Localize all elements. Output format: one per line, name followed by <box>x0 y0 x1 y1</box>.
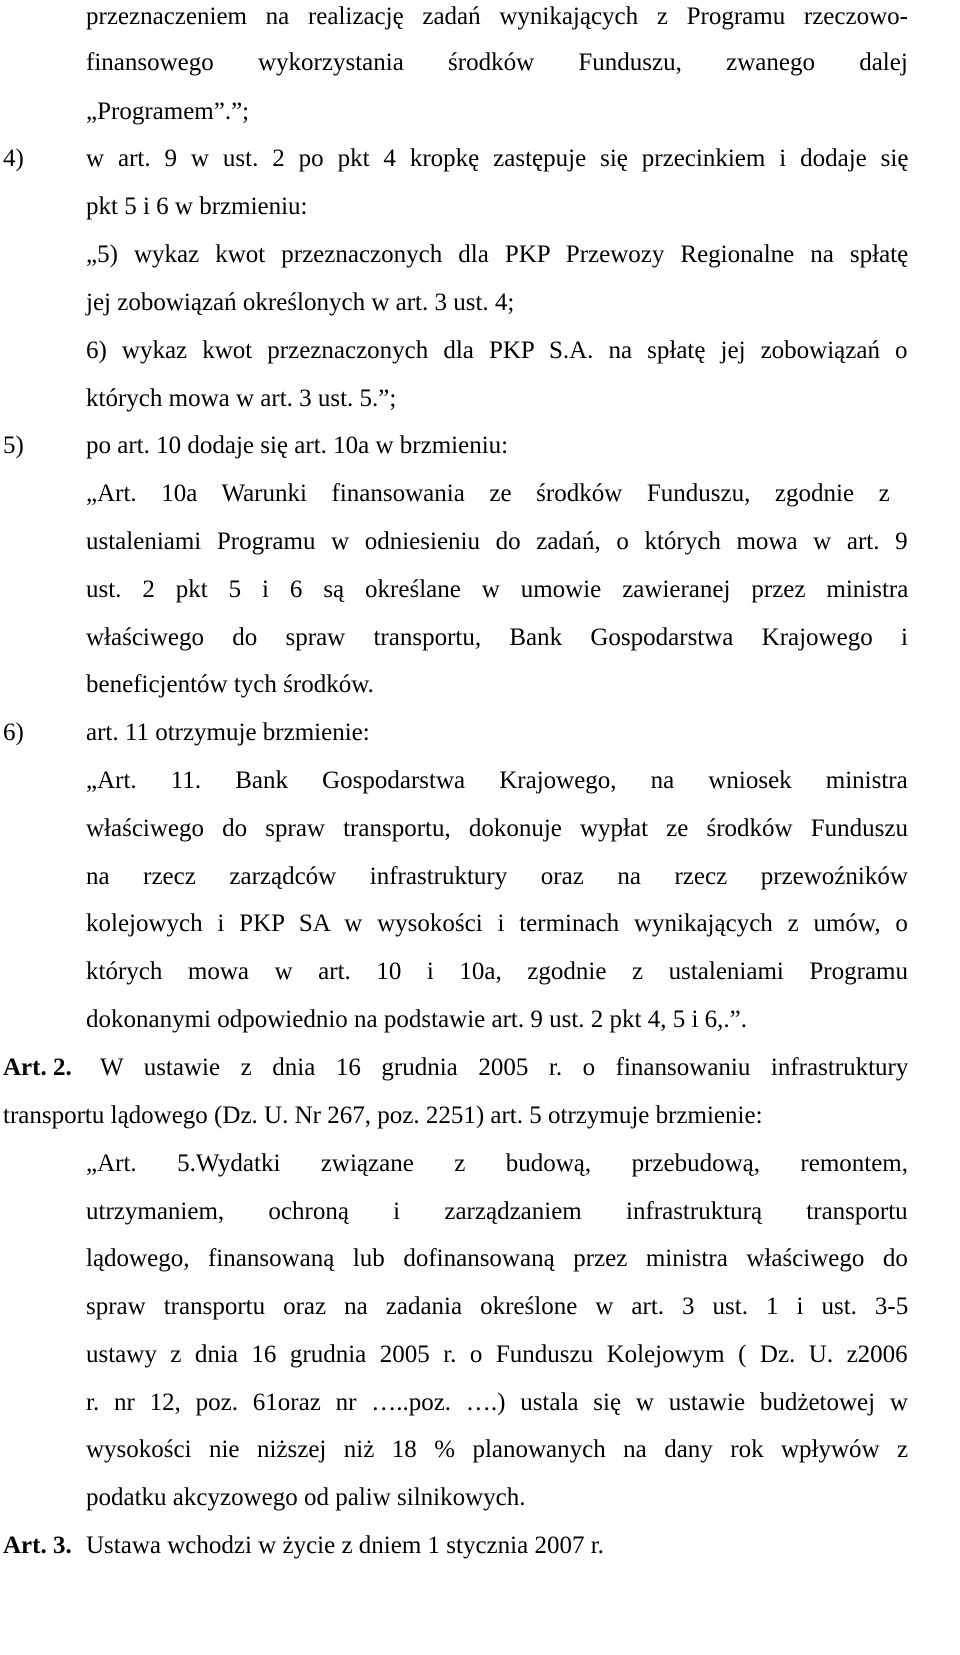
text-line: na rzecz zarządców infrastruktury oraz na rzecz przewoźników <box>86 863 908 890</box>
text-line: art. 11 otrzymuje brzmienie: <box>86 719 370 746</box>
text-line: W ustawie z dnia 16 grudnia 2005 r. o finansowaniu infrastruktury <box>100 1054 909 1081</box>
text-line: r. nr 12, poz. 61oraz nr …..poz. ….) ustala się w ustawie budżetowej w <box>86 1389 908 1416</box>
text-line: pkt 5 i 6 w brzmieniu: <box>86 193 308 220</box>
text-line: beneficjentów tych środków. <box>86 671 374 698</box>
text-line: „Art. 10a Warunki finansowania ze środków Funduszu, zgodnie z <box>86 480 890 507</box>
text-line: „Programem”.”; <box>86 98 250 125</box>
text-line: których mowa w art. 10 i 10a, zgodnie z ustaleniami Programu <box>86 958 909 985</box>
article-heading: Art. 3. <box>3 1532 72 1559</box>
list-marker: 4) <box>3 145 24 172</box>
text-line: ust. 2 pkt 5 i 6 są określane w umowie zawieranej przez ministra <box>86 576 909 603</box>
text-line: lądowego, finansowaną lub dofinansowaną przez ministra właściwego do <box>86 1245 908 1272</box>
text-line: „Art. 11. Bank Gospodarstwa Krajowego, na wniosek ministra <box>86 767 908 794</box>
text-line: podatku akcyzowego od paliw silnikowych. <box>86 1484 526 1511</box>
text-line: spraw transportu oraz na zadania określone w art. 3 ust. 1 i ust. 3-5 <box>86 1293 909 1320</box>
text-line: właściwego do spraw transportu, Bank Gospodarstwa Krajowego i <box>86 624 908 651</box>
article-heading: Art. 2. <box>3 1054 72 1081</box>
text-line: kolejowych i PKP SA w wysokości i terminach wynikających z umów, o <box>86 910 908 937</box>
text-line: 6) wykaz kwot przeznaczonych dla PKP S.A. na spłatę jej zobowiązań o <box>86 337 908 364</box>
text-line: po art. 10 dodaje się art. 10a w brzmieniu: <box>86 432 509 459</box>
text-line: finansowego wykorzystania środków Funduszu, zwanego dalej <box>86 49 908 76</box>
text-line: transportu lądowego (Dz. U. Nr 267, poz. 2251) art. 5 otrzymuje brzmienie: <box>3 1102 763 1129</box>
text-line: których mowa w art. 3 ust. 5.”; <box>86 385 397 412</box>
text-line: „Art. 5.Wydatki związane z budową, przebudową, remontem, <box>86 1150 909 1177</box>
text-line: Ustawa wchodzi w życie z dniem 1 stycznia 2007 r. <box>86 1532 604 1559</box>
list-marker: 6) <box>3 719 24 746</box>
text-line: utrzymaniem, ochroną i zarządzaniem infrastrukturą transportu <box>86 1198 908 1225</box>
text-line: dokonanymi odpowiednio na podstawie art. 9 ust. 2 pkt 4, 5 i 6,.”. <box>86 1006 748 1033</box>
text-line: wysokości nie niższej niż 18 % planowanych na dany rok wpływów z <box>86 1436 909 1463</box>
text-line: „5) wykaz kwot przeznaczonych dla PKP Przewozy Regionalne na spłatę <box>86 241 909 268</box>
text-line: właściwego do spraw transportu, dokonuje wypłat ze środków Funduszu <box>86 815 908 842</box>
text-line: jej zobowiązań określonych w art. 3 ust. 4; <box>86 289 515 316</box>
text-line: przeznaczeniem na realizację zadań wynikających z Programu rzeczowo- <box>86 3 908 30</box>
text-line: w art. 9 w ust. 2 po pkt 4 kropkę zastępuje się przecinkiem i dodaje się <box>86 145 909 172</box>
text-line: ustaleniami Programu w odniesieniu do zadań, o których mowa w art. 9 <box>86 528 908 555</box>
text-line: ustawy z dnia 16 grudnia 2005 r. o Funduszu Kolejowym ( Dz. U. z2006 <box>86 1341 908 1368</box>
list-marker: 5) <box>3 432 24 459</box>
